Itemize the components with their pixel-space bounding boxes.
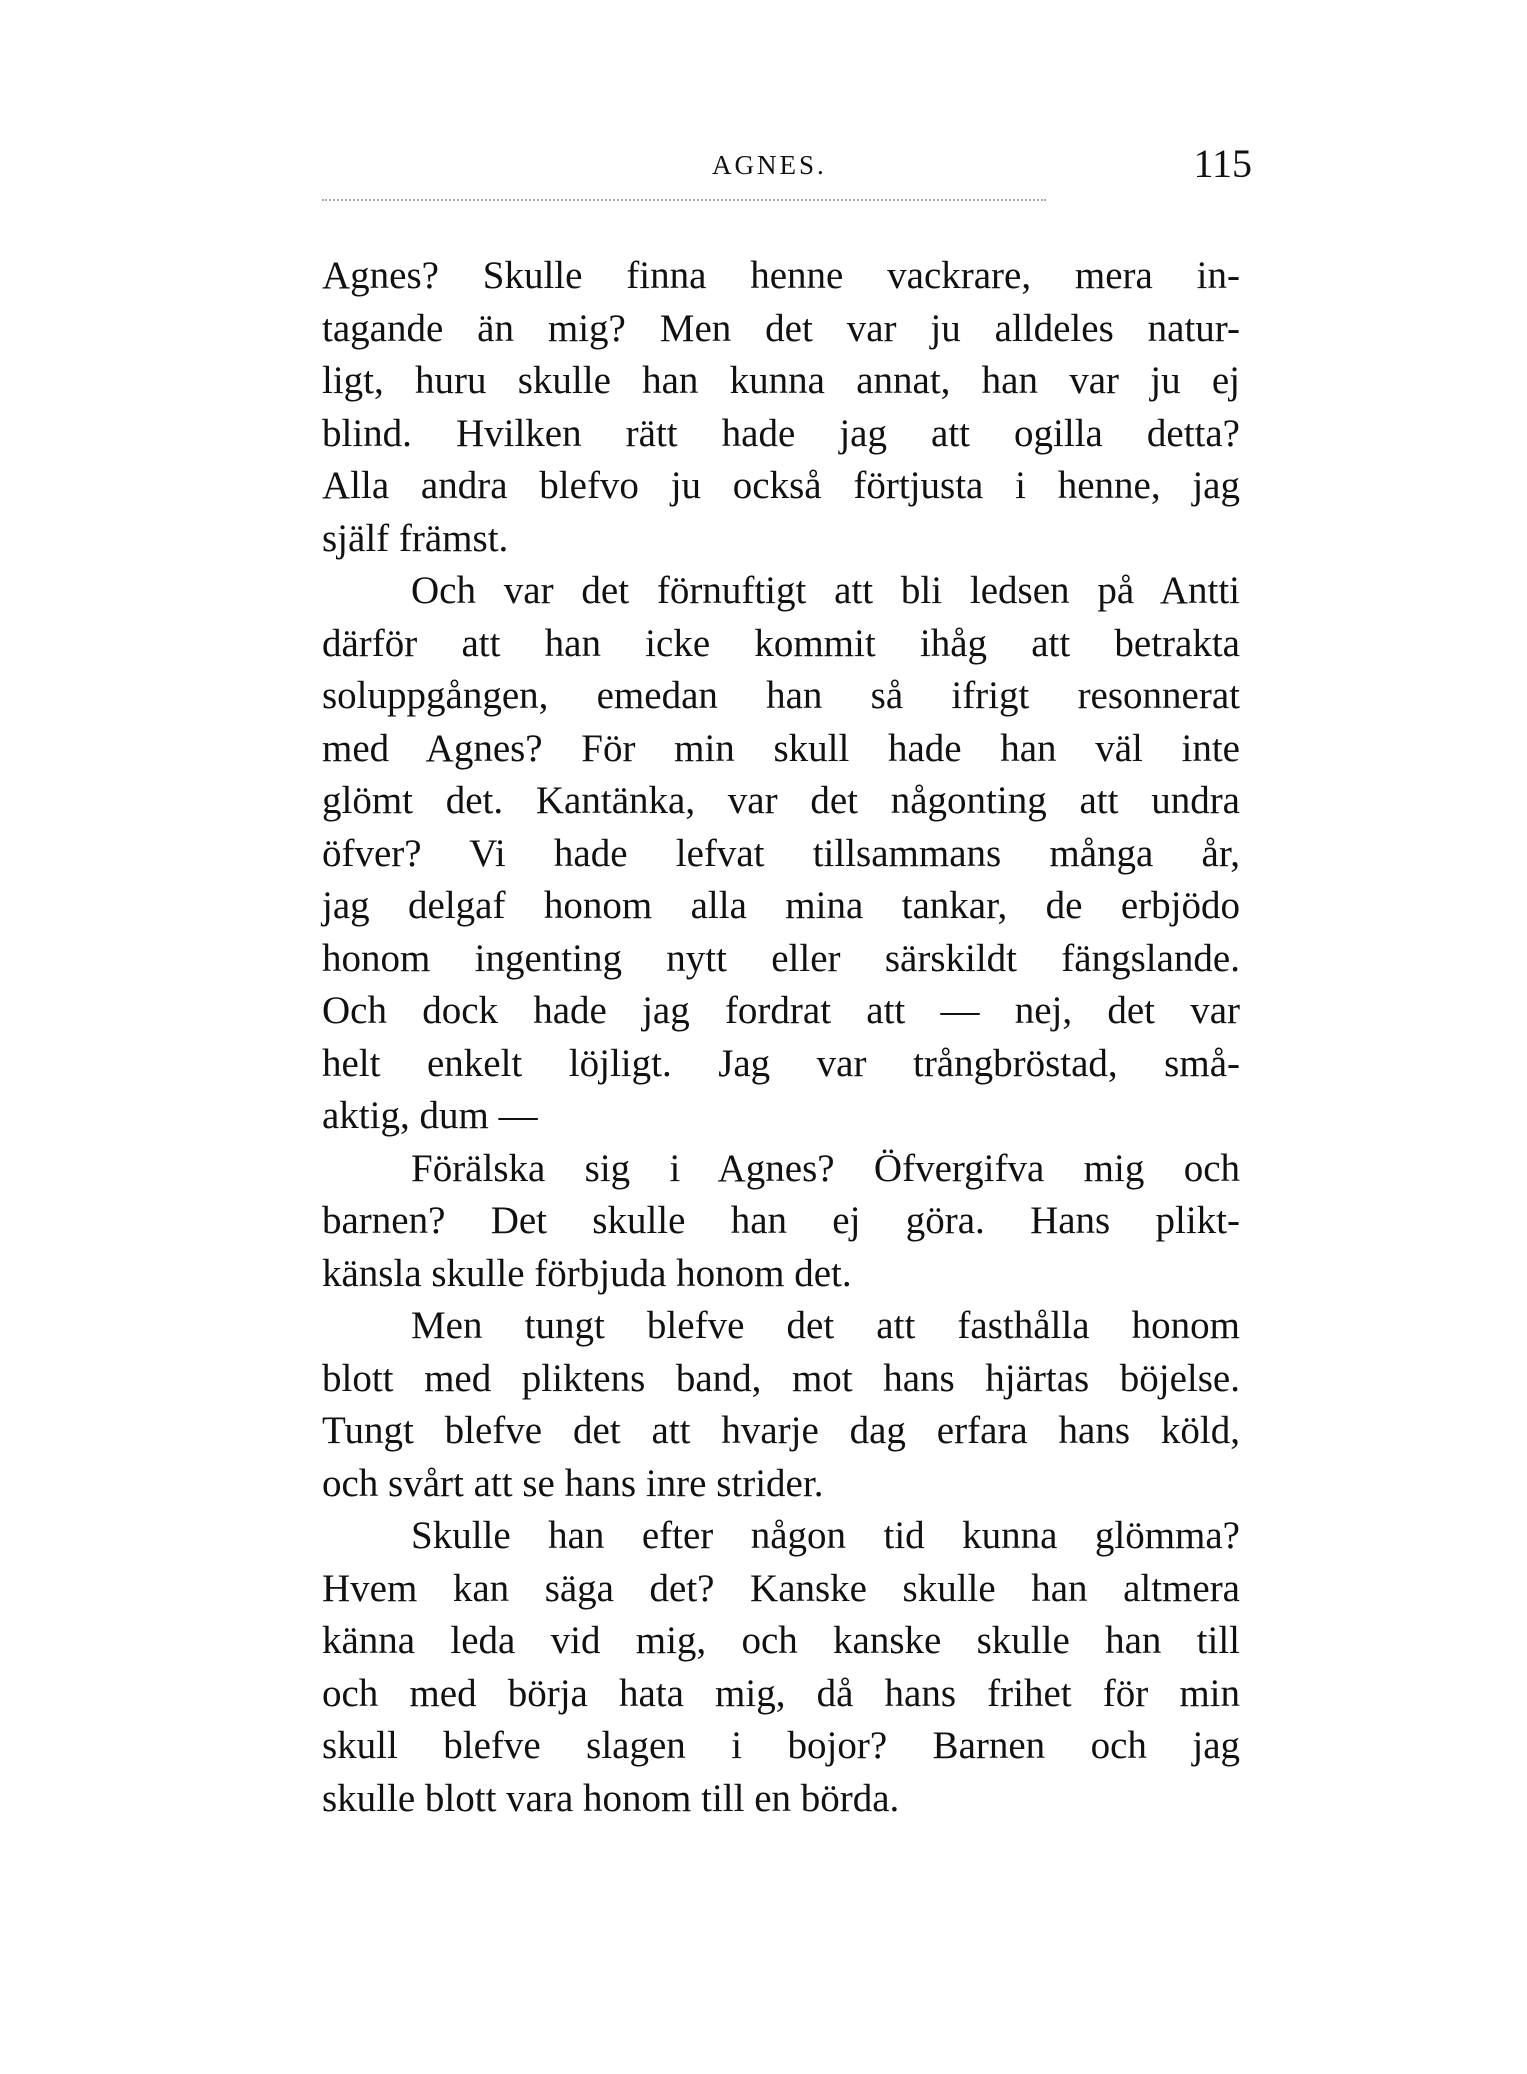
- text-line: honom ingenting nytt eller särskildt fängslande.: [322, 936, 1240, 980]
- text-line: Och dock hade jag fordrat att — nej, det var: [322, 989, 1240, 1032]
- text-line: glömt det. Kantänka, var det någonting att undra: [322, 779, 1240, 822]
- text-line: Tungt blefve det att hvarje dag erfara hans köld,: [322, 1409, 1240, 1452]
- text-line: soluppgången, emedan han så ifrigt resonnerat: [322, 674, 1240, 717]
- paragraph: [322, 1510, 1240, 1825]
- text-line: blott med pliktens band, mot hans hjärtas böjelse.: [322, 1356, 1240, 1400]
- text-line: ligt, huru skulle han kunna annat, han var ju ej: [322, 359, 1240, 402]
- paragraph: [322, 250, 1240, 565]
- text-line: jag delgaf honom alla mina tankar, de erbjödo: [322, 884, 1240, 927]
- page-number: 115: [1193, 141, 1252, 186]
- text-line: känna leda vid mig, och kanske skulle han till: [322, 1619, 1240, 1662]
- text-line: och med börja hata mig, då hans frihet för min: [322, 1671, 1240, 1715]
- text-line: Skulle han efter någon tid kunna glömma?: [411, 1514, 1240, 1557]
- text-line: och svårt att se hans inre strider.: [322, 1461, 824, 1505]
- text-line: känsla skulle förbjuda honom det.: [322, 1251, 852, 1295]
- header-rule: [322, 199, 1046, 201]
- text-line: Agnes? Skulle finna henne vackrare, mera in-: [322, 254, 1240, 297]
- paragraph: [322, 1143, 1240, 1301]
- paragraph: [322, 1300, 1240, 1510]
- text-line: Men tungt blefve det att fasthålla honom: [411, 1304, 1240, 1347]
- paragraph: [322, 565, 1240, 1143]
- text-line: själf främst.: [322, 516, 509, 560]
- text-line: tagande än mig? Men det var ju alldeles natur-: [322, 306, 1240, 350]
- text-line: Alla andra blefvo ju också förtjusta i henne, jag: [322, 464, 1240, 507]
- running-head-title: AGNES.: [712, 150, 827, 180]
- text-line: barnen? Det skulle han ej göra. Hans plikt-: [322, 1199, 1240, 1242]
- text-line: Hvem kan säga det? Kanske skulle han altmera: [322, 1566, 1240, 1610]
- text-line: Och var det förnuftigt att bli ledsen på Antti: [411, 569, 1240, 612]
- text-line: skulle blott vara honom till en börda.: [322, 1776, 900, 1820]
- text-line: aktig, dum —: [322, 1094, 538, 1137]
- text-line: med Agnes? För min skull hade han väl inte: [322, 726, 1240, 770]
- text-line: Förälska sig i Agnes? Öfvergifva mig och: [411, 1146, 1240, 1190]
- text-line: därför att han icke kommit ihåg att betrakta: [322, 621, 1240, 665]
- text-line: skull blefve slagen i bojor? Barnen och jag: [322, 1724, 1240, 1767]
- text-line: öfver? Vi hade lefvat tillsammans många år,: [322, 831, 1240, 875]
- text-line: helt enkelt löjligt. Jag var trångbröstad, små-: [322, 1041, 1240, 1085]
- body-text: [322, 250, 1240, 1825]
- running-head: [322, 140, 1252, 190]
- text-line: blind. Hvilken rätt hade jag att ogilla detta?: [322, 411, 1240, 455]
